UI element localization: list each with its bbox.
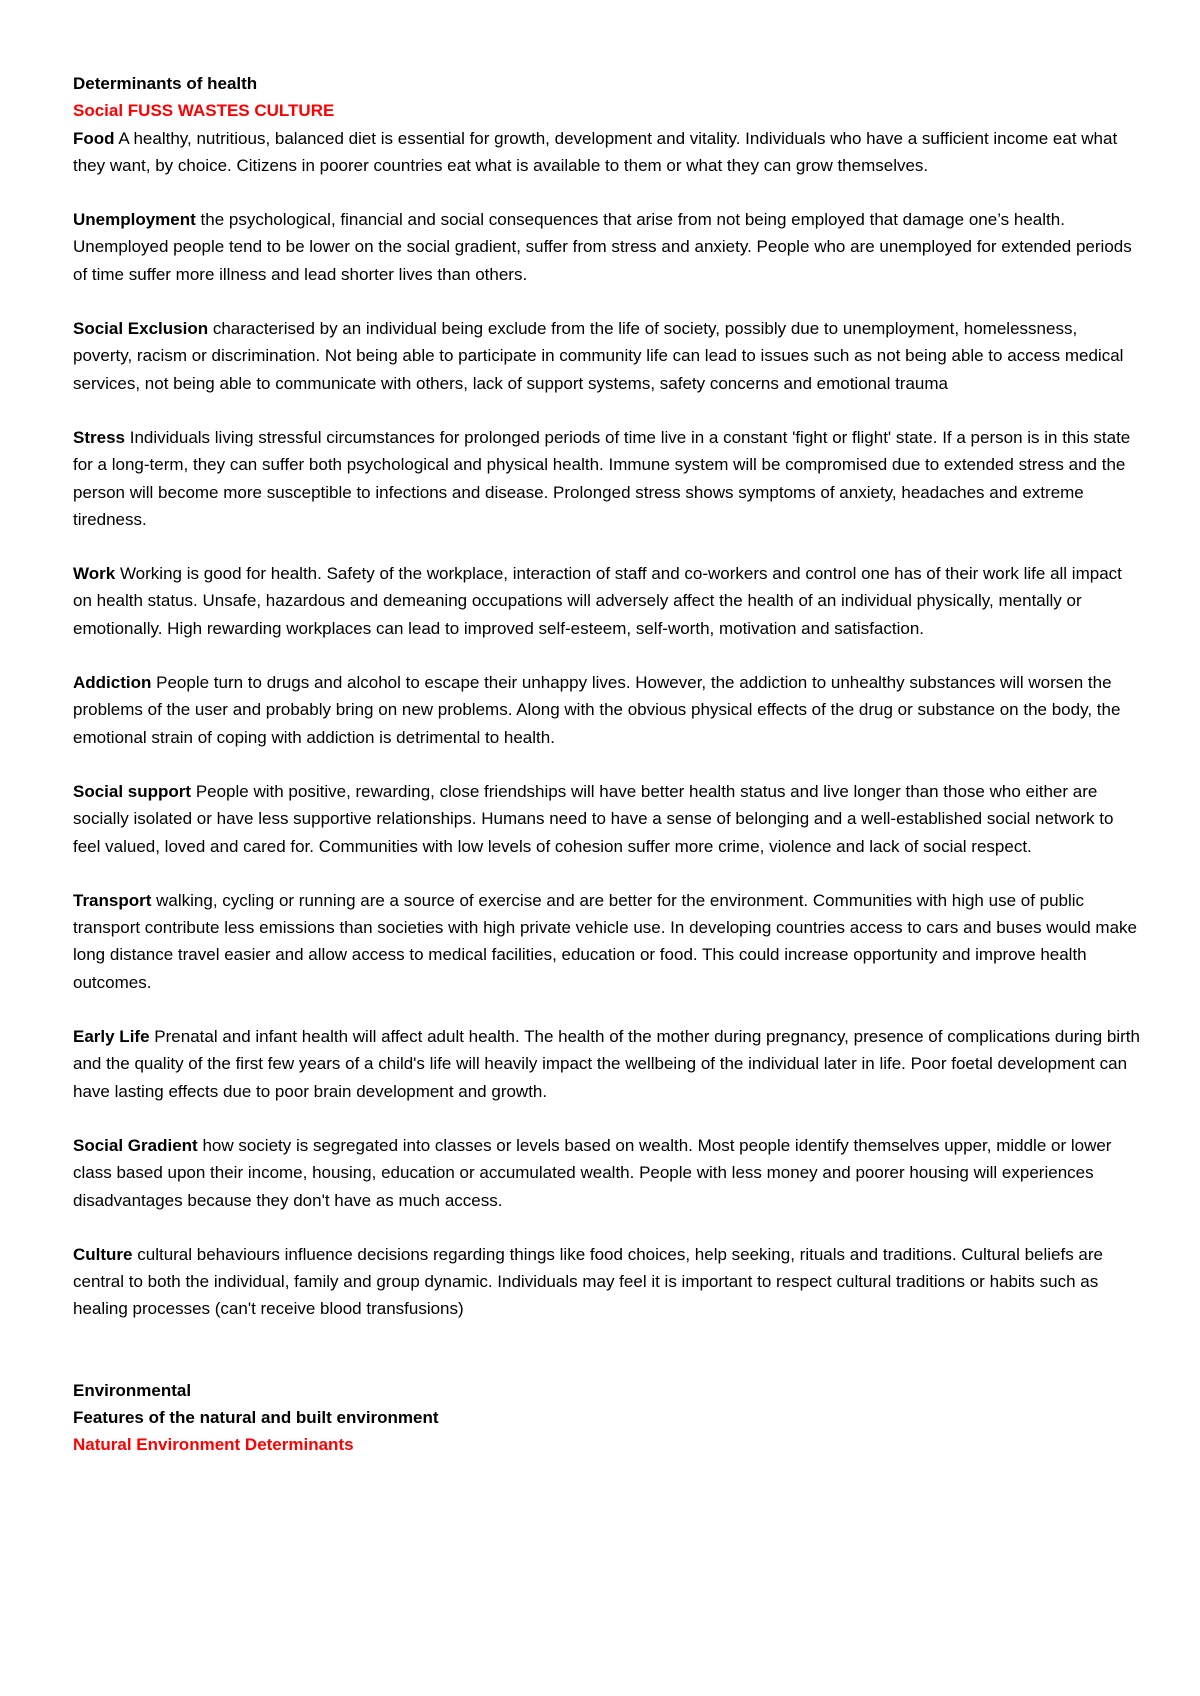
section-text: A healthy, nutritious, balanced diet is essential for growth, development and vitality. Individuals who have a sufficient income eat what they want, by choice. Citizens in poorer countries eat what is available to them or what they can grow themselves.: [73, 128, 1118, 175]
section-term: Social support: [73, 781, 192, 801]
section-culture: [73, 1241, 1141, 1323]
section-term: Early Life: [73, 1027, 150, 1047]
section-text: People with positive, rewarding, close friendships will have better health status and live longer than those who either are socially isolated or have less supportive relationships. Humans need to have a sense of belonging and a well-established social network to feel valued, loved and cared for. Communities with low levels of cohesion suffer more crime, violence and lack of social respect.: [73, 781, 1114, 856]
spacer: [73, 1350, 1141, 1377]
section-text: Individuals living stressful circumstances for prolonged periods of time live in a constant 'fight or flight' state. If a person is in this state for a long-term, they can suffer both psychological and physical health. Immune system will be compromised due to extended stress and the person will become more susceptible to infections and disease. Prolonged stress shows symptoms of anxiety, headaches and extreme tiredness.: [73, 427, 1131, 529]
section-text: the psychological, financial and social consequences that arise from not being employed that damage one’s health. Unemployed people tend to be lower on the social gradient, suffer from stress and anxiety. People who are unemployed for extended periods of time suffer more illness and lead shorter lives than others.: [73, 210, 1132, 284]
section-term: Culture: [73, 1244, 133, 1264]
section-text: walking, cycling or running are a source of exercise and are better for the environment. Communities with high use of public transport contribute less emissions than societies with high private vehicle use. In developing countries access to cars and buses would make long distance travel easier and allow access to medical facilities, education or food. This could increase opportunity and improve health outcomes.: [73, 890, 1138, 992]
section-text: Working is good for health. Safety of the workplace, interaction of staff and co-workers and control one has of their work life all impact on health status. Unsafe, hazardous and demeaning occupations will adversely affect the health of an individual physically, mentally or emotionally. High rewarding workplaces can lead to improved self-esteem, self-worth, motivation and satisfaction.: [73, 564, 1122, 638]
section-unemployment: [73, 206, 1141, 288]
section-transport: [73, 887, 1141, 996]
section-text: cultural behaviours influence decisions regarding things like food choices, help seeking, rituals and traditions. Cultural beliefs are central to both the individual, family and group dynamic. Individuals may feel it is important to respect cultural traditions or habits such as healing processes (can't receive blood transfusions): [73, 1244, 1104, 1319]
section-term: Social Gradient: [73, 1135, 198, 1155]
section-addiction: [73, 669, 1141, 751]
section-term: Transport: [73, 890, 152, 910]
section-term: Stress: [73, 427, 125, 447]
section-social-gradient: [73, 1132, 1141, 1214]
section-social-support: [73, 778, 1141, 860]
environmental-heading: Environmental: [73, 1380, 192, 1400]
section-stress: [73, 424, 1141, 533]
section-term: Work: [73, 564, 116, 584]
section-text: People turn to drugs and alcohol to escape their unhappy lives. However, the addiction to unhealthy substances will worsen the problems of the user and probably bring on new problems. Along with the obvious physical effects of the drug or substance on the body, the emotional strain of coping with addiction is detrimental to health.: [73, 673, 1121, 747]
section-term: Addiction: [73, 673, 152, 693]
document-page: [73, 70, 1141, 1459]
section-text: how society is segregated into classes or levels based on wealth. Most people identify themselves upper, middle or lower class based upon their income, housing, education or accumulated wealth. People with less money and poorer housing will experiences disadvantages because they don't have as much access.: [73, 1135, 1112, 1210]
section-term: Unemployment: [73, 210, 196, 230]
section-early-life: [73, 1023, 1141, 1105]
section-text: characterised by an individual being exclude from the life of society, possibly due to unemployment, homelessness, poverty, racism or discrimination. Not being able to participate in community life can lead to issues such as not being able to access medical services, not being able to communicate with others, lack of support systems, safety concerns and emotional trauma: [73, 319, 1124, 393]
section-work: [73, 560, 1141, 642]
section-term: Food: [73, 128, 115, 148]
document-subtitle: Social FUSS WASTES CULTURE: [73, 101, 335, 121]
document-title: Determinants of health: [73, 74, 258, 93]
section-term: Social Exclusion: [73, 319, 209, 339]
section-social-exclusion: [73, 315, 1141, 397]
environmental-subheading: Features of the natural and built environment: [73, 1407, 439, 1427]
section-text: Prenatal and infant health will affect adult health. The health of the mother during pregnancy, presence of complications during birth and the quality of the first few years of a child's life will heavily impact the wellbeing of the individual later in life. Poor foetal development can have lasting effects due to poor brain development and growth.: [73, 1027, 1140, 1101]
sections-list: [73, 125, 1141, 1323]
section-food: [73, 125, 1141, 180]
natural-environment-heading: Natural Environment Determinants: [73, 1435, 354, 1455]
